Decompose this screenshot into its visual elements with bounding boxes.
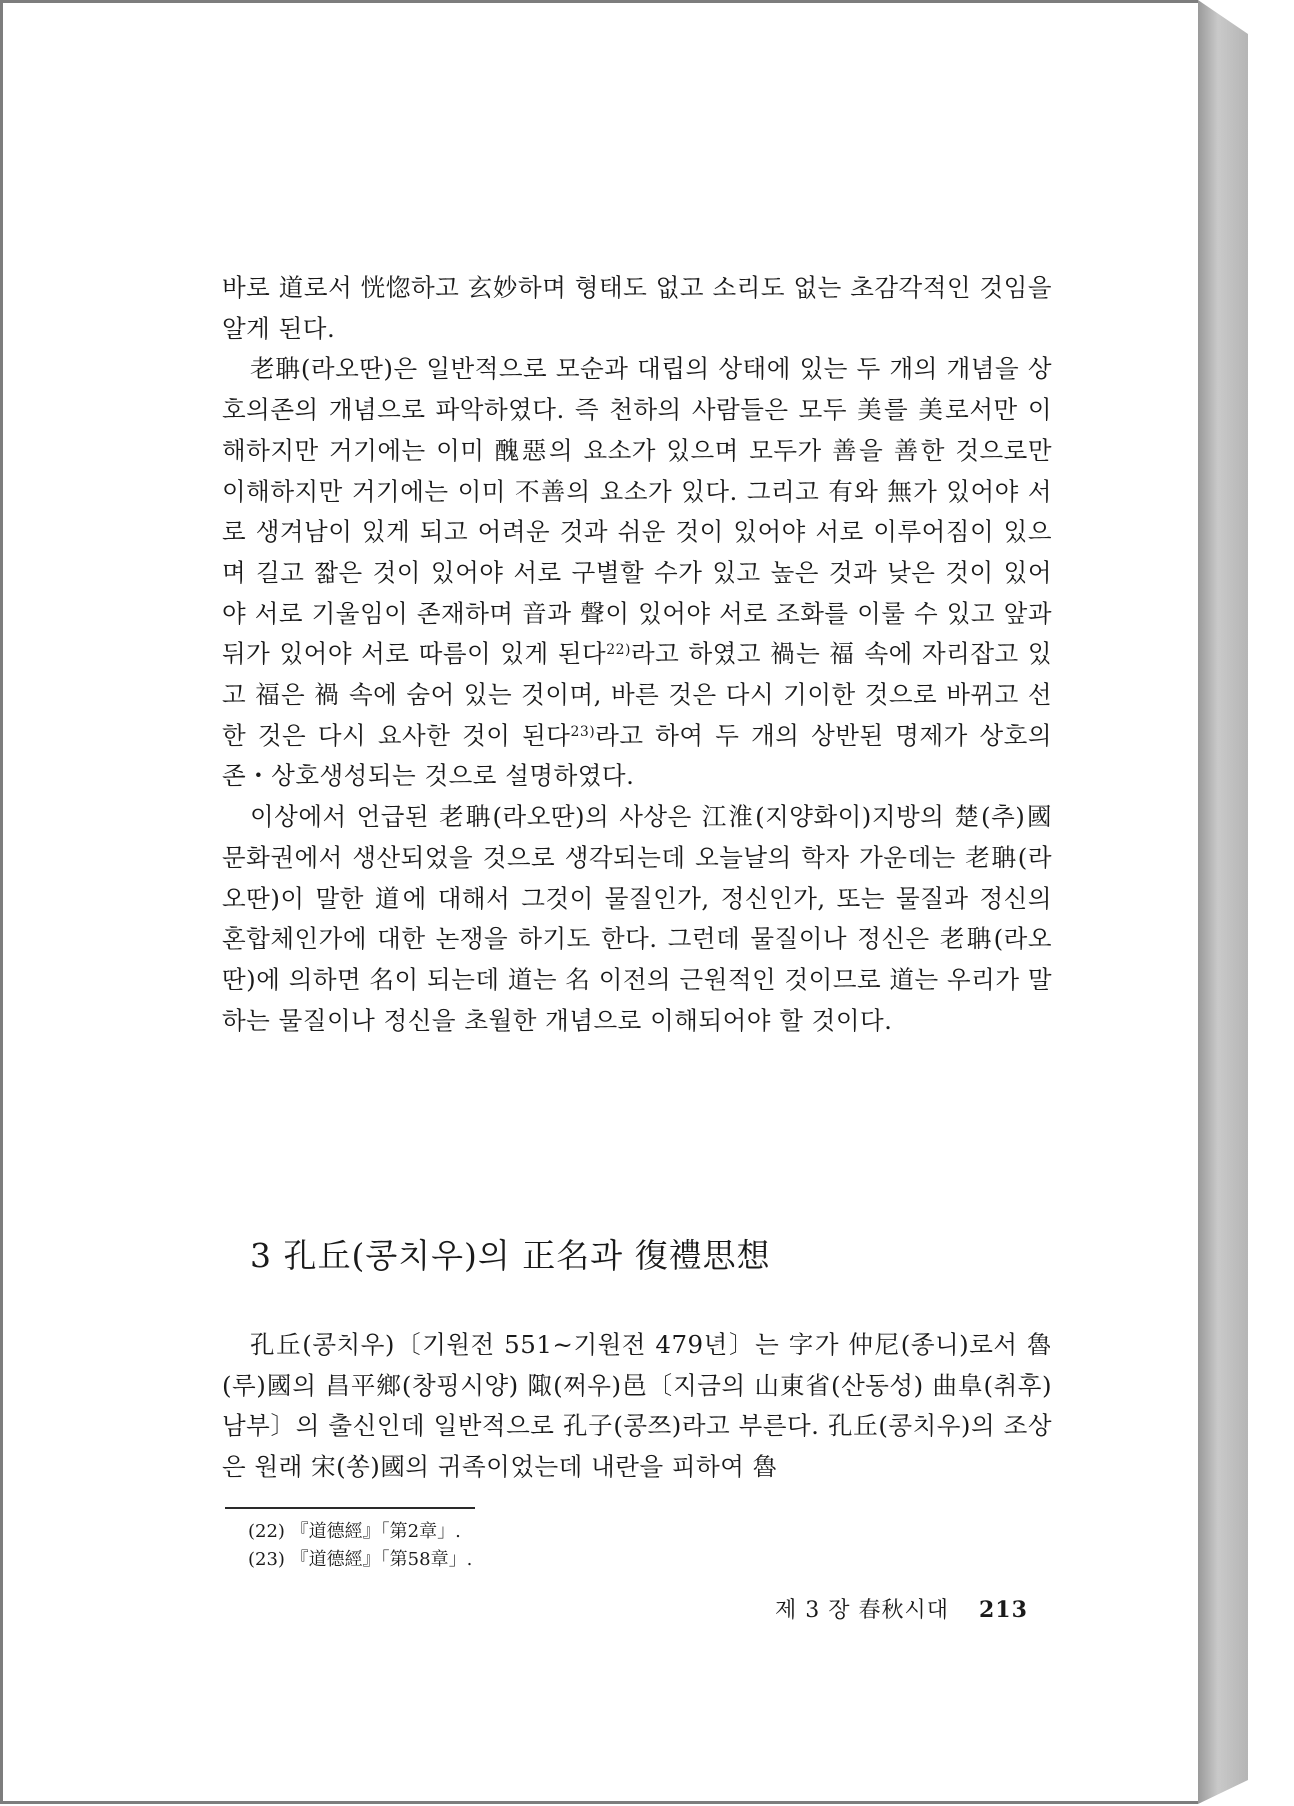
- footnote-divider: [225, 1507, 475, 1509]
- main-text: [222, 268, 1052, 1041]
- page-stack-edge: [1198, 0, 1248, 1804]
- page-number: 213: [979, 1597, 1028, 1623]
- paragraph-1: 바로 道로서 恍惚하고 玄妙하며 형태도 없고 소리도 없는 초감각적인 것임을 알게 된다.: [222, 273, 1052, 343]
- paragraph-2-part-1: 老聃(라오딴)은 일반적으로 모순과 대립의 상태에 있는 두 개의 개념을 상호의존의 개념으로 파악하였다. 즉 천하의 사람들은 모두 美를 美로서만 이해하지만 거기에는 이미 醜惡의 요소가 있으며 모두가 善을 善한 것으로만 이해하지만 거기에는 이미 不善의 요소가 있다. 그리고 有와 無가 있어야 서로 생겨남이 있게 되고 어려운 것과 쉬운 것이 있어야 서로 이루어짐이 있으며 길고 짧은 것이 있어야 서로 구별할 수가 있고 높은 것과 낮은 것이 있어야 서로 기울임이 존재하며 音과 聲이 있어야 서로 조화를 이룰 수 있고 앞과 뒤가 있어야 서로 따름이 있게 된다: [222, 354, 1052, 669]
- footnote-ref-23[interactable]: 23): [570, 723, 596, 740]
- paragraph-2-part-2: 라고 하였고 禍는 福 속에 자리잡고 있고 福은 禍 속에 숨어 있는 것이며, 바른 것은 다시 기이한 것으로 바뀌고 선한 것은 다시 요사한 것이 된다: [222, 639, 1052, 750]
- footnote-22: (22) 『道德經』「第2章」.: [248, 1521, 461, 1542]
- section-body: [222, 1325, 1052, 1488]
- paragraph-4: 孔丘(콩치우)〔기원전 551~기원전 479년〕는 字가 仲尼(종니)로서 魯(루)國의 昌平鄉(창핑시양) 陬(쩌우)邑〔지금의 山東省(산동성) 曲阜(취후) 남부〕의 출신인데 일반적으로 孔子(콩쯔)라고 부른다. 孔丘(콩치우)의 조상은 원래 宋(쏭)國의 귀족이었는데 내란을 피하여 魯: [222, 1330, 1052, 1482]
- running-chapter-title: 제 3 장 春秋시대: [775, 1598, 949, 1623]
- footnote-23: (23) 『道德經』「第58章」.: [248, 1549, 473, 1570]
- paragraph-2: [222, 349, 1052, 797]
- section-heading: 3 孔丘(콩치우)의 正名과 復禮思想: [250, 1236, 771, 1275]
- footnote-ref-22[interactable]: 22): [606, 642, 631, 659]
- footnotes: [248, 1518, 472, 1574]
- page-footer: [775, 1593, 1028, 1624]
- paragraph-3: 이상에서 언급된 老聃(라오딴)의 사상은 江淮(지양화이)지방의 楚(추)國 문화권에서 생산되었을 것으로 생각되는데 오늘날의 학자 가운데는 老聃(라오딴)이 말한 道에 대해서 그것이 물질인가, 정신인가, 또는 물질과 정신의 혼합체인가에 대한 논쟁을 하기도 한다. 그런데 물질이나 정신은 老聃(라오딴)에 의하면 名이 되는데 道는 名 이전의 근원적인 것이므로 道는 우리가 말하는 물질이나 정신을 초월한 개념으로 이해되어야 할 것이다.: [222, 802, 1052, 1035]
- paragraph-2-part-3: 라고 하여 두 개의 상반된 명제가 상호의존・상호생성되는 것으로 설명하였다.: [222, 720, 1052, 791]
